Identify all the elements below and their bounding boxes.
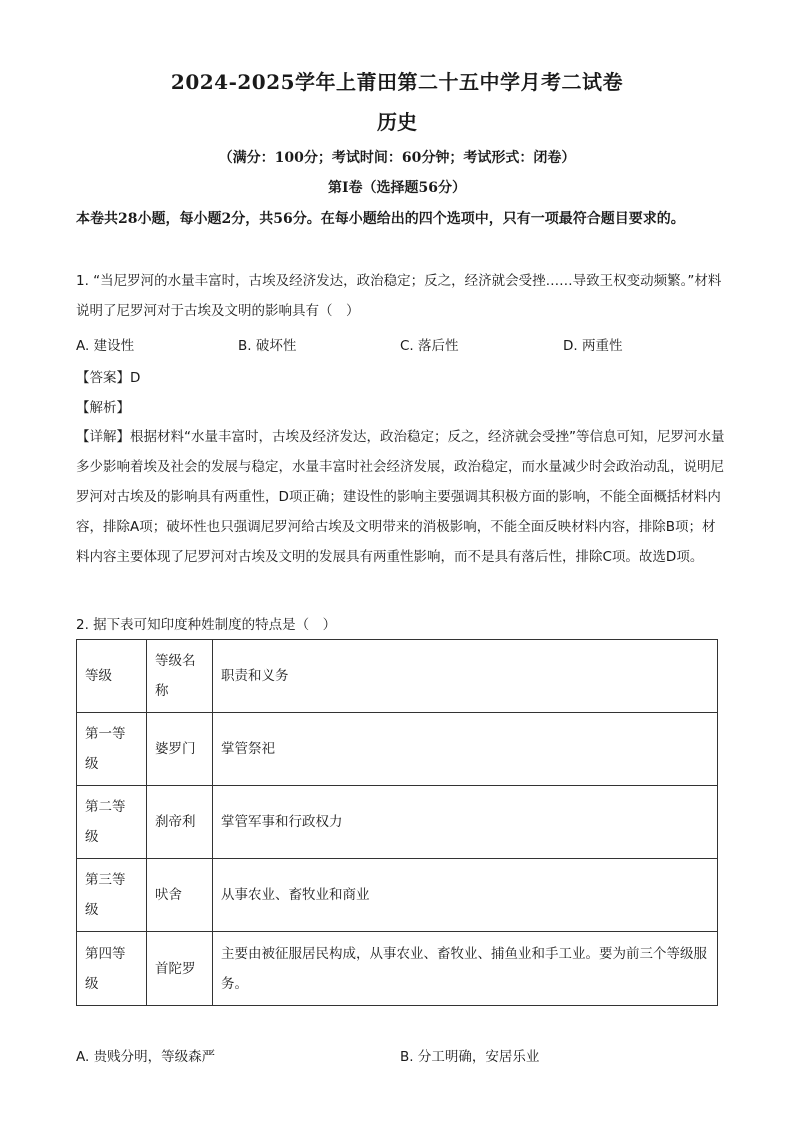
volume-heading: 第Ⅰ卷（选择题56分） xyxy=(327,180,467,196)
q1-detail: 【详解】根据材料“水量丰富时，古埃及经济发达，政治稳定；反之，经济就会受挫”等信息可知，尼罗河水量多少影响着埃及社会的发展与稳定，水量丰富时社会经济发展，政治稳定，而水量减少时会政治动乱，说明尼罗河对古埃及的影响具有两重性，D项正确；建设性的影响主要强调其积极方面的影响，不能全面概括材料内容，排除A项；破坏性也只强调尼罗河给古埃及文明带来的消极影响，不能全面反映材料内容，排除B项；材料内容主要体现了尼罗河对古埃及文明的发展具有两重性影响，而不是具有落后性，排除C项。故选D项。 xyxy=(76,429,725,565)
q1-option-d: D. 两重性 xyxy=(563,338,623,354)
table-row xyxy=(77,786,718,859)
table-cell: 从事农业、畜牧业和商业 xyxy=(213,859,718,932)
table-cell: 掌管祭祀 xyxy=(213,713,718,786)
table-cell: 第二等级 xyxy=(77,786,147,859)
table-row xyxy=(77,932,718,1006)
instructions: 本卷共28小题，每小题2分，共56分。在每小题给出的四个选项中，只有一项最符合题目要求的。 xyxy=(76,211,685,227)
table-cell: 主要由被征服居民构成，从事农业、畜牧业、捕鱼业和手工业。要为前三个等级服务。 xyxy=(213,932,718,1006)
table-header-cell: 职责和义务 xyxy=(213,640,718,713)
table-cell: 吠舍 xyxy=(147,859,213,932)
q1-answer: 【答案】D xyxy=(76,370,141,386)
subject-title: 历史 xyxy=(377,110,417,134)
q1-option-b: B. 破坏性 xyxy=(238,338,297,354)
table-header-row xyxy=(77,640,718,713)
q1-option-a: A. 建设性 xyxy=(76,338,135,354)
table-cell: 婆罗门 xyxy=(147,713,213,786)
q1-stem: 1. “当尼罗河的水量丰富时，古埃及经济发达，政治稳定；反之，经济就会受挫……导致王权变动频繁。”材料说明了尼罗河对于古埃及文明的影响具有（ ） xyxy=(76,273,722,319)
table-cell: 刹帝利 xyxy=(147,786,213,859)
table-row xyxy=(77,859,718,932)
exam-meta: （满分：100分；考试时间：60分钟；考试形式：闭卷） xyxy=(218,150,576,166)
q2-option-b: B. 分工明确，安居乐业 xyxy=(400,1049,540,1065)
table-cell: 首陀罗 xyxy=(147,932,213,1006)
table-header-cell: 等级 xyxy=(77,640,147,713)
caste-table xyxy=(76,639,718,1006)
table-header-cell: 等级名称 xyxy=(147,640,213,713)
table-cell: 第三等级 xyxy=(77,859,147,932)
table-cell: 第一等级 xyxy=(77,713,147,786)
q1-analysis-label: 【解析】 xyxy=(76,400,130,416)
q2-stem: 2. 据下表可知印度种姓制度的特点是（ ） xyxy=(76,617,337,633)
q1-option-c: C. 落后性 xyxy=(400,338,459,354)
table-cell: 第四等级 xyxy=(77,932,147,1006)
q1-options xyxy=(76,334,726,360)
exam-title: 2024-2025学年上莆田第二十五中学月考二试卷 xyxy=(170,70,624,94)
q2-option-a: A. 贵贱分明，等级森严 xyxy=(76,1049,216,1065)
table-cell: 掌管军事和行政权力 xyxy=(213,786,718,859)
table-row xyxy=(77,713,718,786)
q2-options xyxy=(76,1045,726,1071)
